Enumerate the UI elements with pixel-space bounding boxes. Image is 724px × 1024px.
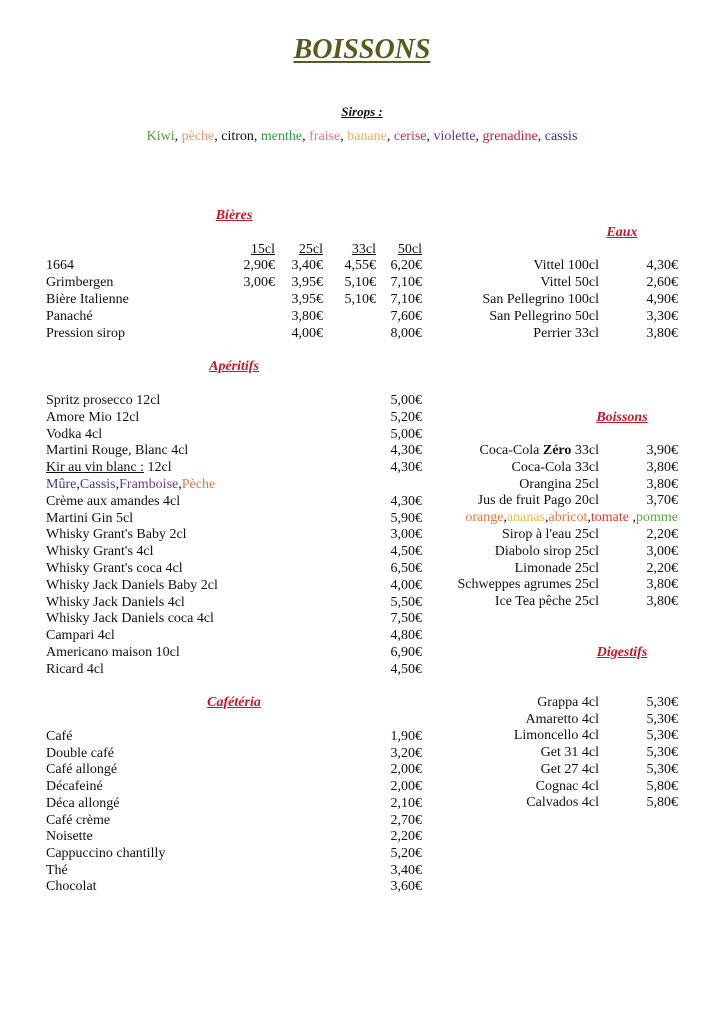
- flavor-label: cerise: [393, 129, 427, 144]
- flavor-label: banane: [347, 129, 387, 144]
- item-name: 1664: [46, 258, 74, 273]
- item-price: 3,80€: [646, 577, 678, 593]
- item-price: 5,20€: [390, 845, 422, 861]
- flavor-label: Mûre: [46, 477, 77, 492]
- item-name-text: Vodka 4cl: [46, 426, 103, 442]
- item-name: [380, 543, 599, 561]
- sirops-heading: Sirops :: [341, 104, 383, 119]
- digestifs-heading: Digestifs: [596, 645, 648, 660]
- item-price: 5,50€: [390, 594, 422, 610]
- size-header: 50cl: [397, 242, 422, 257]
- item-name-text: Limonade 25cl: [514, 560, 599, 576]
- item-price: 4,00€: [390, 577, 422, 593]
- flavor-label: grenadine: [482, 129, 538, 144]
- item-name: [46, 812, 110, 830]
- item-name-text: Schweppes agrumes 25cl: [457, 577, 599, 593]
- size-header: 33cl: [351, 242, 376, 257]
- item-name: [46, 828, 93, 846]
- item-name: [46, 543, 154, 561]
- item-name: [46, 761, 117, 779]
- item-price: 4,90€: [646, 291, 678, 307]
- flavor-label: Cassis: [79, 477, 116, 492]
- item-price: 3,80€: [646, 594, 678, 610]
- flavor-label: abricot: [548, 510, 588, 526]
- item-name-text: Vittel 50cl: [540, 274, 599, 290]
- item-price: 3,80€: [646, 459, 678, 475]
- item-name-text: Café crème: [46, 812, 111, 828]
- item-name-text: Grappa 4cl: [537, 695, 599, 710]
- flavor-label: cassis: [544, 129, 578, 144]
- item-name: [46, 594, 185, 612]
- item-price: 3,80€: [646, 325, 678, 341]
- item-price: 3,00€: [646, 543, 678, 559]
- flavor-label: orange: [465, 510, 504, 526]
- flavor-label: menthe: [260, 129, 303, 144]
- item-name: [46, 644, 180, 662]
- item-price: 2,00€: [390, 762, 422, 778]
- item-name: [46, 392, 160, 410]
- item-price: 5,20€: [390, 409, 422, 425]
- item-name-text: San Pellegrino 100cl: [482, 291, 599, 307]
- item-name: [380, 257, 599, 275]
- item-name: [380, 459, 599, 477]
- item-price: 3,80€: [291, 308, 323, 324]
- item-price: 5,00€: [390, 393, 422, 408]
- item-name: [46, 459, 172, 477]
- item-name: [46, 577, 218, 595]
- item-price: 7,10€: [390, 291, 422, 307]
- item-price: 3,30€: [646, 308, 678, 324]
- item-price: 1,90€: [390, 729, 422, 744]
- flavor-label: tomate: [590, 510, 633, 526]
- item-price: 2,20€: [646, 560, 678, 576]
- flavor-label: Kiwi: [146, 129, 175, 144]
- item-name-text: Calvados 4cl: [526, 795, 599, 811]
- item-price: 2,20€: [390, 829, 422, 845]
- item-name: [46, 560, 183, 578]
- item-name: [46, 845, 165, 863]
- aperitifs-heading: Apéritifs: [209, 359, 259, 374]
- item-name: [380, 274, 599, 292]
- item-name-text: Amore Mio 12cl: [46, 409, 140, 425]
- item-name-text: Sirop à l'eau 25cl: [502, 527, 599, 542]
- item-name-text: Campari 4cl: [46, 628, 115, 644]
- item-price: 5,30€: [646, 695, 678, 710]
- flavor-label: ananas: [506, 510, 546, 526]
- item-name-text: Crème aux amandes 4cl: [46, 493, 181, 509]
- item-price: 2,70€: [390, 812, 422, 828]
- item-price: 2,10€: [390, 795, 422, 811]
- flavor-label: violette: [433, 129, 476, 144]
- item-price: 3,20€: [390, 745, 422, 761]
- item-name-text: Perrier 33cl: [533, 325, 599, 341]
- item-price: 4,00€: [291, 325, 323, 341]
- item-name-text: San Pellegrino 50cl: [489, 308, 599, 324]
- item-size: 12cl: [143, 460, 172, 476]
- item-name: [46, 409, 139, 427]
- item-name: [380, 325, 599, 343]
- item-name: [46, 493, 180, 511]
- item-name-text: Ricard 4cl: [46, 661, 104, 677]
- item-name-bold: Zéro: [542, 443, 572, 458]
- item-name-text: Get 31 4cl: [540, 745, 599, 761]
- item-price: 5,30€: [646, 728, 678, 744]
- item-price: 4,30€: [390, 443, 422, 459]
- item-price: 5,10€: [344, 291, 376, 307]
- item-price: 4,80€: [390, 628, 422, 644]
- flavor-list: orange,ananas,abricot,tomate ,pomme: [465, 510, 678, 526]
- item-price: 4,50€: [390, 544, 422, 560]
- size-header: 15cl: [250, 242, 275, 257]
- item-name-text: Déca allongé: [46, 795, 120, 811]
- item-price: 3,00€: [243, 274, 275, 290]
- item-name: [380, 593, 599, 611]
- item-name-text: Whisky Jack Daniels Baby 2cl: [46, 577, 218, 593]
- item-name-text: Orangina 25cl: [519, 476, 599, 492]
- item-name-text: Whisky Grant's Baby 2cl: [46, 527, 187, 543]
- item-price: 4,30€: [390, 493, 422, 509]
- item-price: 2,00€: [390, 779, 422, 795]
- item-name-text: Whisky Jack Daniels 4cl: [46, 594, 185, 610]
- item-price: 7,10€: [390, 274, 422, 290]
- item-name-text: Martini Rouge, Blanc 4cl: [46, 443, 189, 459]
- item-name-text: Chocolat: [46, 879, 97, 895]
- flavor-label: citron: [221, 129, 254, 144]
- flavor-label: pomme: [636, 510, 678, 526]
- item-name-text: Amaretto 4cl: [525, 711, 599, 727]
- item-name-text: Spritz prosecco 12cl: [46, 393, 161, 408]
- item-name: [380, 492, 599, 510]
- item-price: 7,50€: [390, 611, 422, 627]
- item-name: [380, 291, 599, 309]
- item-size: 33cl: [571, 443, 599, 458]
- item-name-text: Coca-Cola 33cl: [511, 459, 599, 475]
- item-name: [46, 510, 133, 528]
- cafeteria-heading: Cafétéria: [207, 695, 261, 710]
- flavor-label: fraise: [309, 129, 341, 144]
- item-price: 4,50€: [390, 661, 422, 677]
- item-name: [46, 610, 214, 628]
- item-price: 5,00€: [390, 426, 422, 442]
- item-name: [380, 476, 599, 494]
- item-name-text: Diabolo sirop 25cl: [494, 543, 599, 559]
- flavor-label: pèche: [181, 129, 215, 144]
- item-name: [380, 560, 599, 578]
- item-price: 3,80€: [646, 476, 678, 492]
- item-name-text: Café allongé: [46, 762, 118, 778]
- item-name-text: Décafeiné: [46, 779, 103, 795]
- item-name-text: Americano maison 10cl: [46, 645, 180, 660]
- item-name-text: Jus de fruit Pago 20cl: [477, 493, 599, 509]
- flavor-list: Mûre,Cassis,Framboise,Pèche: [46, 477, 216, 492]
- item-price: 4,30€: [646, 258, 678, 273]
- item-name-text: Get 27 4cl: [540, 761, 599, 777]
- item-price: 3,40€: [390, 862, 422, 878]
- item-name-text: Cappuccino chantilly: [46, 845, 166, 861]
- item-price: 3,90€: [646, 443, 678, 458]
- item-name-text: Whisky Jack Daniels coca 4cl: [46, 611, 214, 627]
- item-price: 7,60€: [390, 308, 422, 324]
- item-price: 5,80€: [646, 778, 678, 794]
- bieres-heading: Bières: [215, 208, 253, 223]
- item-name: [46, 661, 104, 679]
- size-header: 25cl: [298, 242, 323, 257]
- item-name: [380, 526, 599, 544]
- item-name: [380, 308, 599, 326]
- item-price: 3,95€: [291, 274, 323, 290]
- item-name: [46, 862, 68, 880]
- item-name: Grimbergen: [46, 274, 114, 290]
- item-price: 4,30€: [390, 460, 422, 476]
- sirops-flavor-list: Kiwi, pèche, citron, menthe, fraise, banane, cerise, violette, grenadine, cassis: [146, 129, 578, 144]
- item-price: 5,90€: [390, 510, 422, 526]
- item-price: 6,50€: [390, 561, 422, 576]
- item-name: Panaché: [46, 308, 93, 324]
- item-name: [46, 728, 72, 746]
- item-price: 5,30€: [646, 745, 678, 761]
- item-name-text: Kir au vin blanc :: [46, 460, 144, 476]
- item-name: [46, 442, 188, 460]
- item-name-text: Coca-Cola: [479, 443, 543, 458]
- item-name: [380, 576, 599, 594]
- item-name: [380, 711, 599, 729]
- item-name: [46, 878, 97, 896]
- item-price: 5,80€: [646, 795, 678, 811]
- boissons-heading: Boissons: [596, 410, 648, 425]
- item-price: 6,20€: [390, 258, 422, 273]
- item-name: Bière Italienne: [46, 291, 129, 307]
- item-name: Pression sirop: [46, 325, 125, 341]
- item-price: 3,00€: [390, 527, 422, 543]
- item-price: 2,90€: [243, 258, 275, 273]
- flavor-label: Framboise: [119, 477, 179, 492]
- item-price: 5,10€: [344, 274, 376, 290]
- flavor-label: Pèche: [181, 477, 216, 492]
- item-name: [46, 745, 114, 763]
- page-title: BOISSONS: [293, 34, 431, 65]
- item-name-text: Vittel 100cl: [533, 258, 599, 273]
- item-name: [46, 526, 187, 544]
- item-name: [380, 694, 599, 712]
- item-price: 2,20€: [646, 527, 678, 542]
- item-price: 5,30€: [646, 761, 678, 777]
- item-price: 3,95€: [291, 291, 323, 307]
- item-name: [46, 778, 103, 796]
- item-price: 3,40€: [291, 258, 323, 273]
- item-name-text: Noisette: [46, 829, 93, 845]
- item-name-text: Double café: [46, 745, 115, 761]
- item-price: 5,30€: [646, 711, 678, 727]
- item-price: 8,00€: [390, 325, 422, 341]
- eaux-heading: Eaux: [606, 225, 638, 240]
- item-price: 6,90€: [390, 645, 422, 660]
- item-name-text: Ice Tea pêche 25cl: [494, 594, 599, 610]
- item-price: 3,60€: [390, 879, 422, 895]
- item-name: [46, 627, 115, 645]
- item-name-text: Thé: [46, 862, 68, 878]
- item-name-text: Limoncello 4cl: [513, 728, 599, 744]
- item-name: [380, 442, 599, 460]
- item-name: [46, 426, 102, 444]
- item-name-text: Café: [46, 729, 73, 744]
- item-name-text: Cognac 4cl: [535, 778, 599, 794]
- item-name-text: Whisky Grant's 4cl: [46, 544, 154, 560]
- item-name-text: Whisky Grant's coca 4cl: [46, 561, 183, 576]
- item-name-text: Martini Gin 5cl: [46, 510, 134, 526]
- item-price: 3,70€: [646, 493, 678, 509]
- item-name: [46, 795, 119, 813]
- item-price: 2,60€: [646, 274, 678, 290]
- item-price: 4,55€: [344, 258, 376, 273]
